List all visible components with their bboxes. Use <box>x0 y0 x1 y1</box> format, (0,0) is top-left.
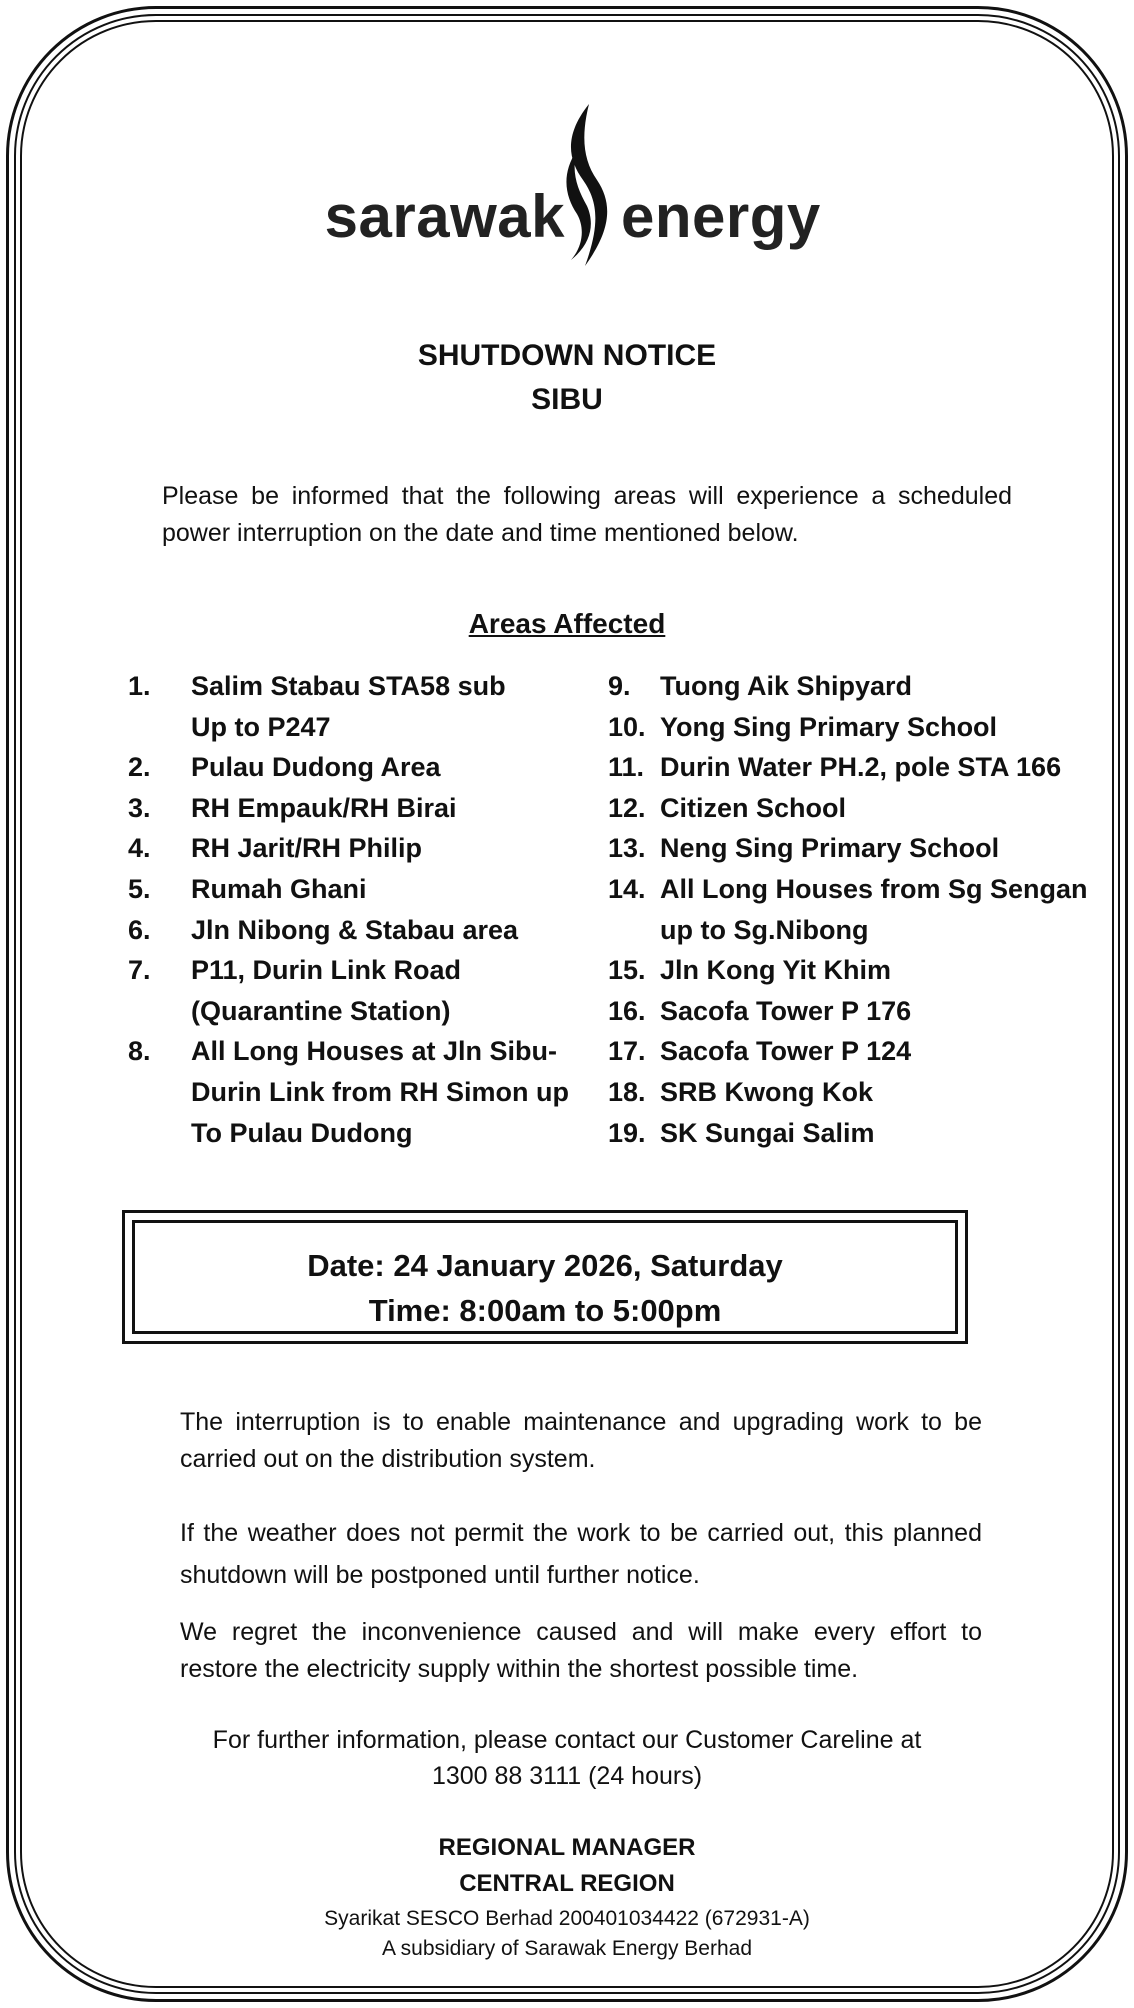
area-name: Pulau Dudong Area <box>191 752 441 783</box>
signature-region: CENTRAL REGION <box>459 1870 675 1897</box>
area-name: Neng Sing Primary School <box>660 833 1000 864</box>
area-item <box>608 1113 1108 1154</box>
flame-logo-icon <box>547 100 627 270</box>
signature-title: REGIONAL MANAGER <box>438 1834 696 1861</box>
area-item <box>608 747 1108 788</box>
area-number: 9. <box>608 671 631 701</box>
schedule-box-inner <box>132 1220 958 1334</box>
area-item <box>608 991 1108 1032</box>
area-number: 2. <box>128 752 151 783</box>
area-name: RH Jarit/RH Philip <box>191 833 423 864</box>
area-name: Citizen School <box>660 792 847 823</box>
area-item <box>128 666 588 747</box>
weather-paragraph: If the weather does not permit the work to be carried out, this planned shutdown will be postponed until further notice. <box>180 1519 982 1589</box>
area-name: Sacofa Tower P 124 <box>660 1036 912 1067</box>
contact-line: For further information, please contact our Customer Careline at <box>212 1726 922 1754</box>
area-name: Jln Nibong & Stabau area <box>191 914 519 945</box>
area-name: Yong Sing Primary School <box>660 711 998 742</box>
area-item <box>608 828 1108 869</box>
area-number: 7. <box>128 955 151 986</box>
logo-text-energy: energy <box>621 183 821 250</box>
area-number: 3. <box>128 792 151 823</box>
area-item <box>128 828 588 869</box>
area-name: All Long Houses at Jln Sibu- Durin Link from RH Simon up To Pulau Dudong <box>191 1036 569 1148</box>
area-number: 6. <box>128 914 151 945</box>
regret-paragraph: We regret the inconvenience caused and will make every effort to restore the electricity supply within the shortest possible time. <box>180 1618 982 1683</box>
sarawak-energy-logo <box>0 100 1134 280</box>
area-item <box>608 869 1108 950</box>
area-number: 15. <box>608 955 646 986</box>
area-number: 18. <box>608 1076 646 1107</box>
area-item <box>128 869 588 910</box>
areas-heading: Areas Affected <box>468 608 666 639</box>
area-item <box>128 1031 588 1153</box>
area-item <box>128 950 588 1031</box>
area-number: 14. <box>608 873 646 904</box>
area-number: 10. <box>608 711 646 742</box>
area-item <box>608 950 1108 991</box>
area-item <box>608 666 1108 707</box>
area-number: 12. <box>608 792 646 823</box>
careline-number: 1300 88 3111 (24 hours) <box>431 1762 703 1790</box>
area-name: P11, Durin Link Road (Quarantine Station) <box>191 955 462 1026</box>
area-number: 19. <box>608 1117 646 1148</box>
area-item <box>128 910 588 951</box>
company-registration: Syarikat SESCO Berhad 200401034422 (672931-A) <box>324 1907 810 1930</box>
area-number: 1. <box>128 671 151 701</box>
notice-location: SIBU <box>531 383 603 416</box>
area-number: 8. <box>128 1036 151 1067</box>
area-number: 13. <box>608 833 646 864</box>
schedule-box <box>122 1210 968 1344</box>
area-item <box>608 1072 1108 1113</box>
area-item <box>608 707 1108 748</box>
schedule-time: Time: 8:00am to 5:00pm <box>368 1293 722 1328</box>
area-item <box>608 788 1108 829</box>
area-number: 4. <box>128 833 151 864</box>
area-item <box>128 788 588 829</box>
area-name: Salim Stabau STA58 sub Up to P247 <box>191 671 506 742</box>
area-name: Rumah Ghani <box>191 873 367 904</box>
area-name: SRB Kwong Kok <box>660 1076 873 1107</box>
reason-paragraph: The interruption is to enable maintenance and upgrading work to be carried out on the distribution system. <box>180 1408 982 1473</box>
area-name: Durin Water PH.2, pole STA 166 <box>660 752 1062 783</box>
area-name: Sacofa Tower P 176 <box>660 995 912 1026</box>
intro-paragraph: Please be informed that the following areas will experience a scheduled power interruption on the date and time mentioned below. <box>162 482 1012 547</box>
area-number: 16. <box>608 995 646 1026</box>
company-subsidiary: A subsidiary of Sarawak Energy Berhad <box>381 1937 753 1960</box>
area-name: Tuong Aik Shipyard <box>660 671 913 701</box>
area-name: Jln Kong Yit Khim <box>660 955 892 986</box>
area-number: 11. <box>608 752 645 783</box>
areas-list-left <box>128 666 588 1153</box>
area-item <box>128 747 588 788</box>
area-number: 5. <box>128 873 151 904</box>
notice-title: SHUTDOWN NOTICE <box>417 339 717 372</box>
area-name: All Long Houses from Sg Sengan up to Sg.Nibong <box>660 873 1088 945</box>
schedule-date: Date: 24 January 2026, Saturday <box>307 1248 783 1283</box>
area-name: RH Empauk/RH Birai <box>191 792 457 823</box>
areas-list-right <box>608 666 1108 1153</box>
logo-text-sarawak: sarawak <box>324 183 565 250</box>
area-name: SK Sungai Salim <box>660 1117 875 1148</box>
area-item <box>608 1031 1108 1072</box>
area-number: 17. <box>608 1036 646 1067</box>
